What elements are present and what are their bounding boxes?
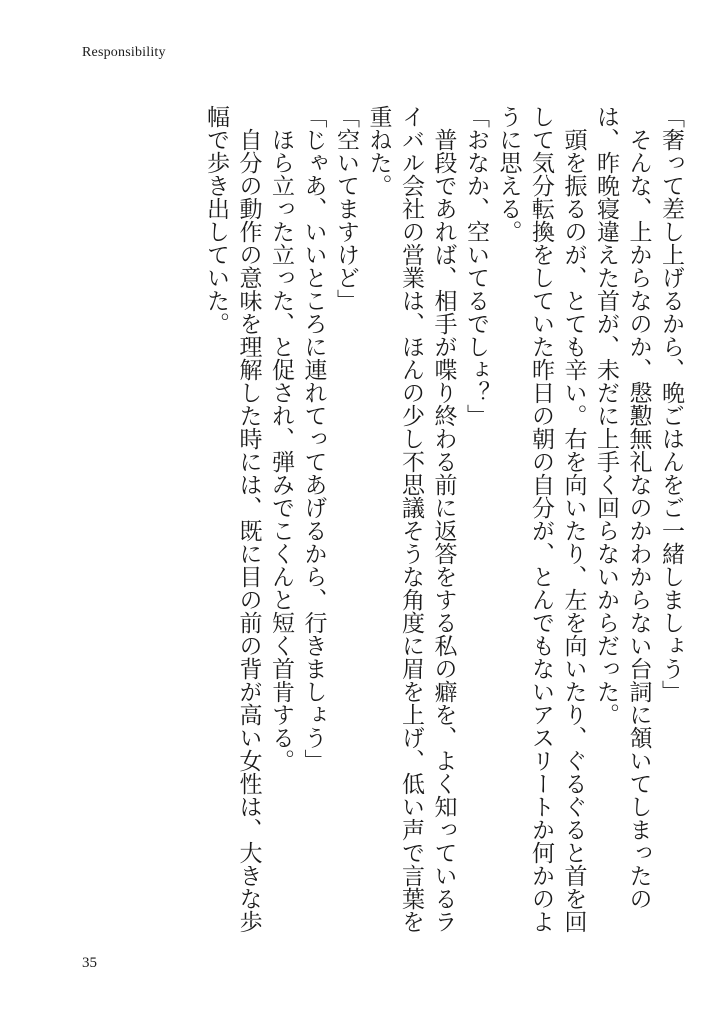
paragraph: 「じゃあ、いいところに連れてってあげるから、行きましょう」 (300, 105, 327, 772)
paragraph: 「奢って差し上げるから、晩ごはんをご一緒しましょう」 (658, 105, 684, 703)
page-number: 35 (82, 955, 97, 971)
paragraph: ほら立った立った、と促され、弾みでこくんと短く首肯する。 (268, 105, 294, 772)
body-text (77, 105, 687, 935)
paragraph: そんな、上からなのか、慇懃無礼なのかわからない台詞に頷いてしまったのは、昨晩寝違えた首が、未だに上手く回らないからだった。 (593, 105, 652, 910)
paragraph: 「おなか、空いてるでしょ？」 (463, 105, 489, 427)
paragraph: 自分の動作の意味を理解した時には、既に目の前の背が高い女性は、大きな歩幅で歩き出していた。 (203, 105, 262, 933)
paragraph: 「空いてますけど」 (333, 105, 359, 312)
running-header: Responsibility (82, 45, 166, 60)
paragraph: 普段であれば、相手が喋り終わる前に返答をする私の癖を、よく知っているライバル会社の営業は、ほんの少し不思議そうな角度に眉を上げ、低い声で言葉を重ねた。 (365, 105, 457, 933)
paragraph: 頭を振るのが、とても辛い。右を向いたり、左を向いたり、ぐるぐると首を回して気分転換をしていた昨日の朝の自分が、とんでもないアスリートか何かのように思える。 (495, 105, 587, 933)
